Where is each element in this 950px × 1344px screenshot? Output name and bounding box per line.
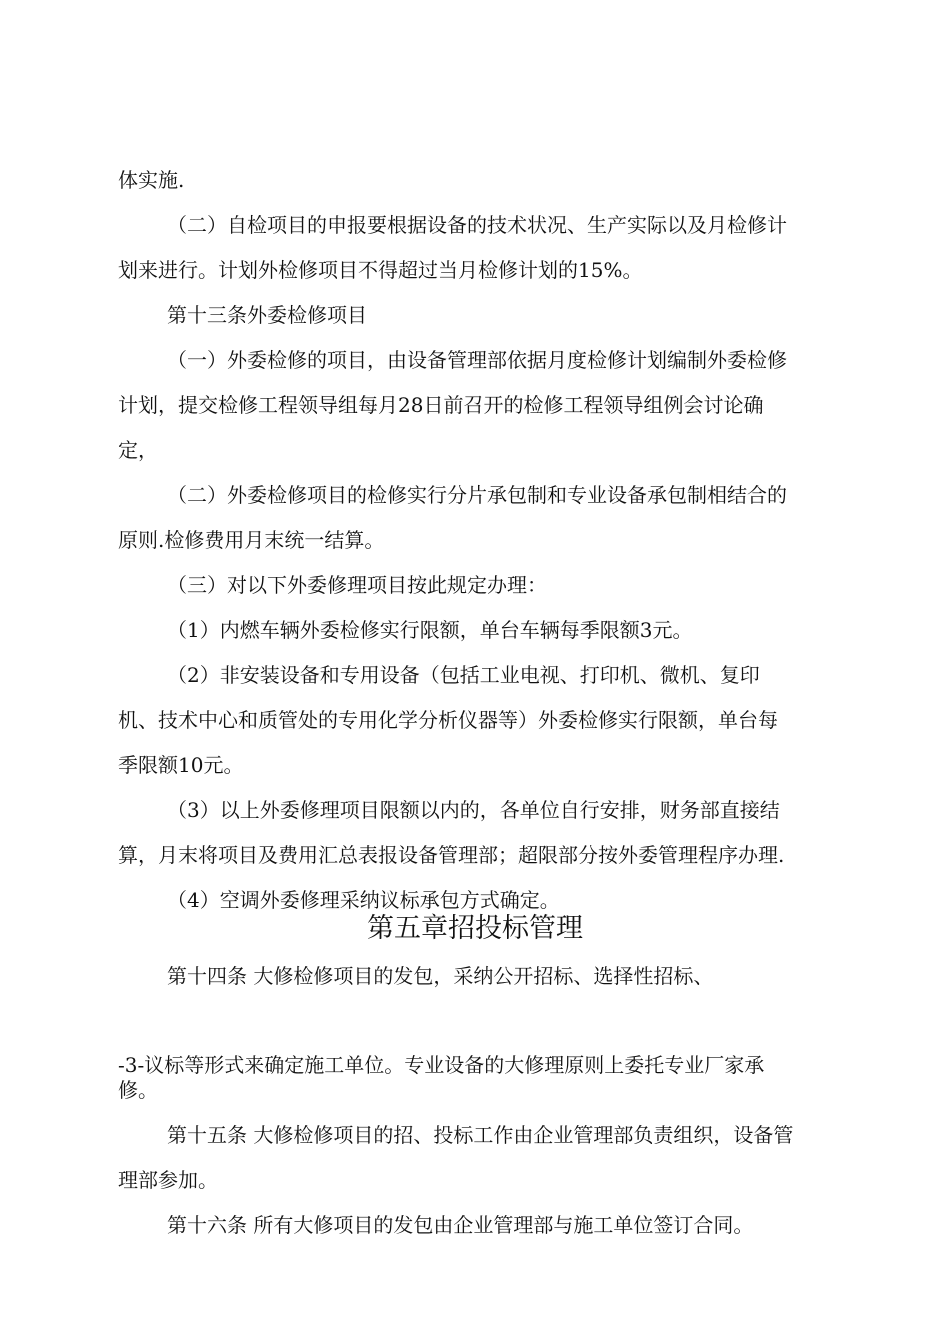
paragraph-line: 修。 bbox=[118, 1078, 158, 1102]
chapter-heading: 第五章招投标管理 bbox=[367, 913, 583, 944]
paragraph-line: 体实施. bbox=[118, 168, 185, 192]
paragraph-line: 定， bbox=[118, 438, 158, 462]
paragraph-line: 划来进行。计划外检修项目不得超过当月检修计划的15%。 bbox=[118, 258, 643, 282]
paragraph-line: 算，月末将项目及费用汇总表报设备管理部；超限部分按外委管理程序办理. bbox=[118, 843, 785, 867]
paragraph-line: （一）外委检修的项目，由设备管理部依据月度检修计划编制外委检修 bbox=[167, 348, 787, 372]
paragraph-line: （二）自检项目的申报要根据设备的技术状况、生产实际以及月检修计 bbox=[167, 213, 787, 237]
paragraph-line: （三）对以下外委修理项目按此规定办理： bbox=[167, 573, 547, 597]
paragraph-line: （二）外委检修项目的检修实行分片承包制和专业设备承包制相结合的 bbox=[167, 483, 787, 507]
paragraph-line: （2）非安装设备和专用设备（包括工业电视、打印机、微机、复印 bbox=[167, 663, 760, 687]
paragraph-line: 计划，提交检修工程领导组每月28日前召开的检修工程领导组例会讨论确 bbox=[118, 393, 764, 417]
paragraph-line: 原则.检修费用月末统一结算。 bbox=[118, 528, 385, 552]
paragraph-line: 理部参加。 bbox=[118, 1168, 218, 1192]
article-heading: 第十三条外委检修项目 bbox=[167, 303, 367, 327]
paragraph-line: 第十四条 大修检修项目的发包，采纳公开招标、选择性招标、 bbox=[167, 964, 714, 988]
paragraph-line: （3）以上外委修理项目限额以内的，各单位自行安排，财务部直接结 bbox=[167, 798, 780, 822]
paragraph-line: 第十六条 所有大修项目的发包由企业管理部与施工单位签订合同。 bbox=[167, 1213, 754, 1237]
paragraph-line: （4）空调外委修理采纳议标承包方式确定。 bbox=[167, 888, 560, 912]
paragraph-line: 季限额10元。 bbox=[118, 753, 244, 777]
paragraph-line: （1）内燃车辆外委检修实行限额，单台车辆每季限额3元。 bbox=[167, 618, 693, 642]
paragraph-line: 第十五条 大修检修项目的招、投标工作由企业管理部负责组织，设备管 bbox=[167, 1123, 794, 1147]
paragraph-line: 机、技术中心和质管处的专用化学分析仪器等）外委检修实行限额，单台每 bbox=[118, 708, 778, 732]
paragraph-line: -3-议标等形式来确定施工单位。专业设备的大修理原则上委托专业厂家承 bbox=[118, 1053, 765, 1077]
